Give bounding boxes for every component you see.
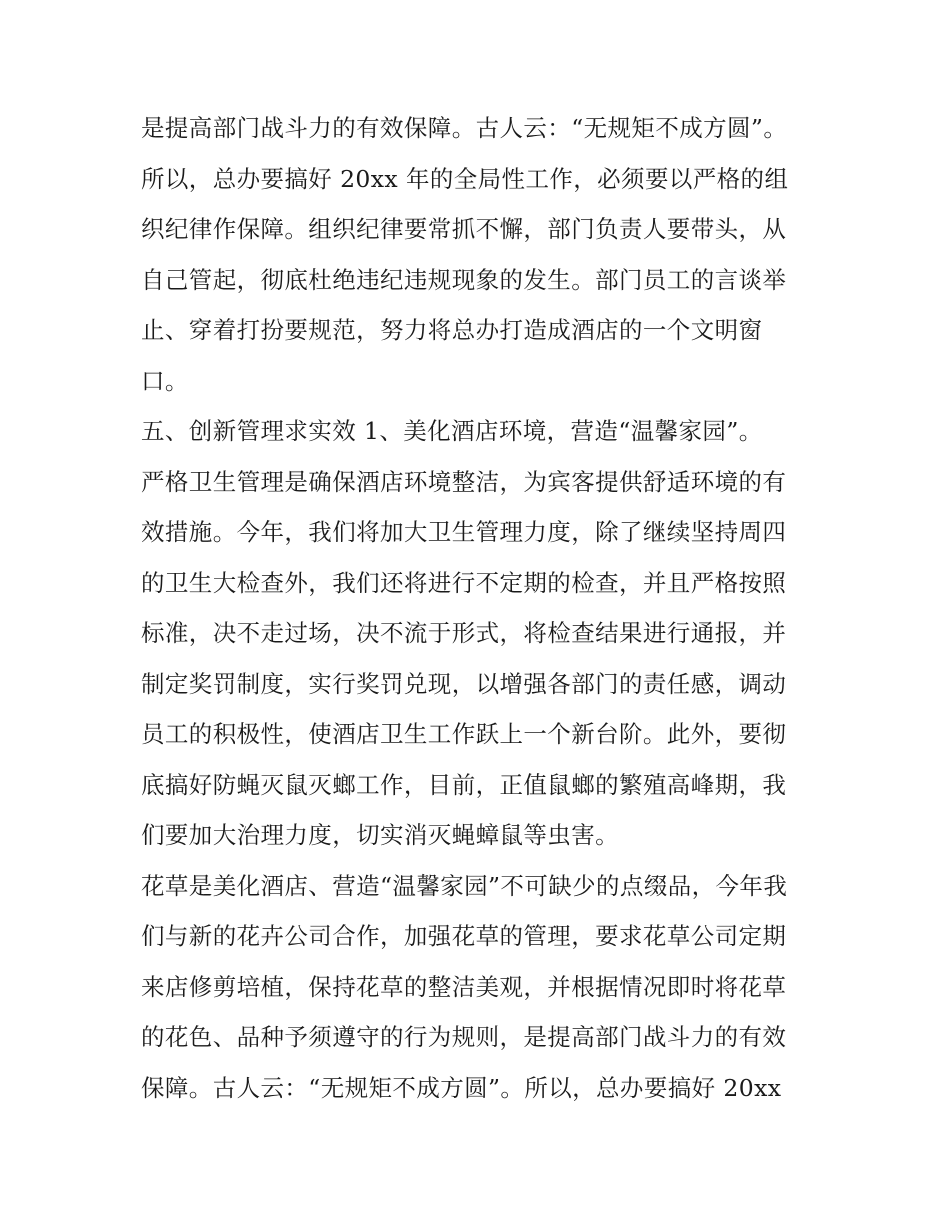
section-heading: 五、创新管理求实效 1、美化酒店环境，营造“温馨家园”。 <box>141 417 763 445</box>
text-line: 的花色、品种予须遵守的行为规则，是提高部门战斗力的有效 <box>141 1023 787 1051</box>
text-line: 自己管起，彻底杜绝违纪违规现象的发生。部门员工的言谈举 <box>141 265 787 294</box>
text-line: 们与新的花卉公司合作，加强花草的管理，要求花草公司定期 <box>141 922 787 950</box>
text-line: 们要加大治理力度，切实消灭蝇蟑鼠等虫害。 <box>141 821 619 849</box>
text-line: 标准，决不走过场，决不流于形式，将检查结果进行通报，并 <box>141 619 787 647</box>
text-line: 织纪律作保障。组织纪律要常抓不懈，部门负责人要带头，从 <box>141 215 787 243</box>
text-line: 所以，总办要搞好 20xx 年的全局性工作，必须要以严格的组 <box>141 164 789 193</box>
text-line: 是提高部门战斗力的有效保障。古人云：“无规矩不成方圆”。 <box>141 114 788 142</box>
text-line: 花草是美化酒店、营造“温馨家园”不可缺少的点缀品，今年我 <box>141 871 788 900</box>
text-line: 制定奖罚制度，实行奖罚兑现，以增强各部门的责任感，调动 <box>141 669 787 698</box>
text-line: 底搞好防蝇灭鼠灭螂工作，目前，正值鼠螂的繁殖高峰期，我 <box>141 770 787 799</box>
text-line: 止、穿着打扮要规范，努力将总办打造成酒店的一个文明窗 <box>141 316 763 344</box>
text-line: 来店修剪培植，保持花草的整洁美观，并根据情况即时将花草 <box>141 972 787 1001</box>
text-line: 保障。古人云：“无规矩不成方圆”。所以，总办要搞好 20xx <box>141 1073 782 1102</box>
text-line: 的卫生大检查外，我们还将进行不定期的检查，并且严格按照 <box>141 568 787 597</box>
body-text <box>141 103 821 1113</box>
text-line: 员工的积极性，使酒店卫生工作跃上一个新台阶。此外，要彻 <box>141 720 787 748</box>
text-line: 口。 <box>141 366 189 395</box>
text-line: 严格卫生管理是确保酒店环境整洁，为宾客提供舒适环境的有 <box>141 467 787 496</box>
text-line: 效措施。今年，我们将加大卫生管理力度，除了继续坚持周四 <box>141 518 787 546</box>
